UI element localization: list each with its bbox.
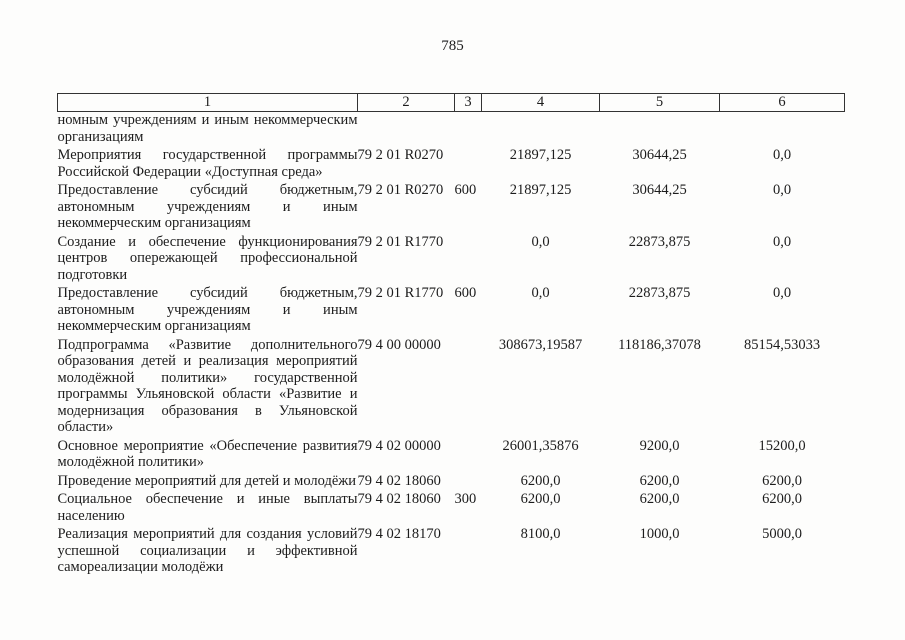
- row-value-2: [600, 112, 720, 148]
- row-name: Реализация мероприятий для создания условий успешной социализации и эффективной самореализации молодёжи: [57, 526, 358, 575]
- row-value-3: 0,0: [772, 182, 792, 198]
- row-value-1: 0,0: [531, 233, 550, 250]
- row-name: Подпрограмма «Развитие дополнительного образования детей и реализация мероприятий молодёжной политики» государственной программы Ульяновской области «Развитие и модернизация образования в Ульяновской области»: [57, 336, 358, 435]
- row-value-3: [720, 112, 845, 148]
- row-value-3: 6200,0: [762, 491, 802, 507]
- row-value-2: 22873,875: [628, 233, 691, 250]
- header-col-3: 3: [455, 94, 482, 112]
- row-value-2: 6200,0: [639, 472, 680, 489]
- table-row: [58, 337, 845, 438]
- row-value-1: 21897,125: [509, 147, 572, 163]
- header-col-2: 2: [358, 94, 455, 112]
- row-code: 79 2 01 R0270: [357, 182, 444, 198]
- row-name: Социальное обеспечение и иные выплаты населению: [57, 491, 358, 524]
- header-col-4: 4: [482, 94, 600, 112]
- row-expense-type: 600: [454, 182, 477, 198]
- row-code: 79 4 02 18060: [357, 491, 441, 507]
- row-value-1: 308673,19587: [498, 336, 583, 353]
- header-col-6: 6: [720, 94, 845, 112]
- row-expense-type: [455, 438, 482, 473]
- row-code: 79 2 01 R1770: [357, 233, 444, 250]
- row-value-3: 0,0: [772, 233, 792, 250]
- row-value-2: 118186,37078: [618, 336, 701, 353]
- row-code: 79 4 00 00000: [357, 336, 441, 353]
- row-expense-type: 600: [454, 285, 477, 301]
- table-row: [58, 285, 845, 337]
- row-expense-type: [455, 473, 482, 492]
- row-value-1: 8100,0: [520, 526, 561, 542]
- row-name: Предоставление субсидий бюджетным, автономным учреждениям и иным некоммерческим организациям: [57, 182, 358, 231]
- row-expense-type: [455, 112, 482, 148]
- row-value-1: 0,0: [531, 285, 550, 301]
- row-value-3: 0,0: [772, 285, 792, 301]
- row-value-2: 30644,25: [632, 182, 687, 198]
- row-name: Основное мероприятие «Обеспечение развития молодёжной политики»: [57, 437, 358, 470]
- row-expense-type: [455, 234, 482, 286]
- row-value-1: [482, 112, 600, 148]
- row-value-3: 5000,0: [762, 526, 802, 542]
- row-expense-type: [455, 337, 482, 438]
- row-value-1: 6200,0: [520, 472, 561, 489]
- row-code: [358, 112, 455, 148]
- table-row: [58, 491, 845, 526]
- row-code: 79 2 01 R0270: [357, 147, 444, 163]
- header-row: [58, 94, 845, 112]
- row-value-3: 85154,53033: [743, 336, 821, 353]
- row-code: 79 4 02 00000: [357, 437, 441, 454]
- table-row: [58, 112, 845, 148]
- row-value-2: 30644,25: [632, 147, 687, 163]
- row-value-3: 0,0: [772, 147, 792, 163]
- row-code: 79 4 02 18060: [357, 472, 441, 489]
- table-row: [58, 526, 845, 578]
- row-value-1: 21897,125: [509, 182, 572, 198]
- table-row: [58, 438, 845, 473]
- row-value-2: 1000,0: [639, 526, 680, 542]
- row-name: Создание и обеспечение функционирования центров опережающей профессиональной подготовки: [57, 233, 358, 283]
- header-col-1: 1: [58, 94, 358, 112]
- table-row: [58, 234, 845, 286]
- row-expense-type: [455, 147, 482, 182]
- row-name: Мероприятия государственной программы Российской Федерации «Доступная среда»: [57, 147, 358, 180]
- row-value-2: 9200,0: [639, 437, 680, 454]
- row-value-1: 6200,0: [520, 491, 561, 507]
- row-expense-type: 300: [454, 491, 477, 507]
- row-name: Проведение мероприятий для детей и молодёжи: [57, 472, 357, 489]
- row-name: Предоставление субсидий бюджетным, автономным учреждениям и иным некоммерческим организациям: [57, 285, 358, 334]
- table-row: [58, 182, 845, 234]
- header-col-5: 5: [600, 94, 720, 112]
- page-number: 785: [441, 38, 464, 54]
- table-row: [58, 473, 845, 492]
- row-value-2: 22873,875: [628, 285, 691, 301]
- row-code: 79 4 02 18170: [357, 526, 441, 542]
- row-code: 79 2 01 R1770: [357, 285, 444, 301]
- row-name: номным учреждениям и иным некоммерческим организациям: [57, 112, 358, 145]
- table-row: [58, 147, 845, 182]
- row-value-3: 15200,0: [758, 437, 806, 454]
- row-value-1: 26001,35876: [502, 437, 579, 454]
- row-expense-type: [455, 526, 482, 578]
- row-value-2: 6200,0: [639, 491, 680, 507]
- budget-table: [57, 93, 845, 578]
- row-value-3: 6200,0: [762, 472, 802, 489]
